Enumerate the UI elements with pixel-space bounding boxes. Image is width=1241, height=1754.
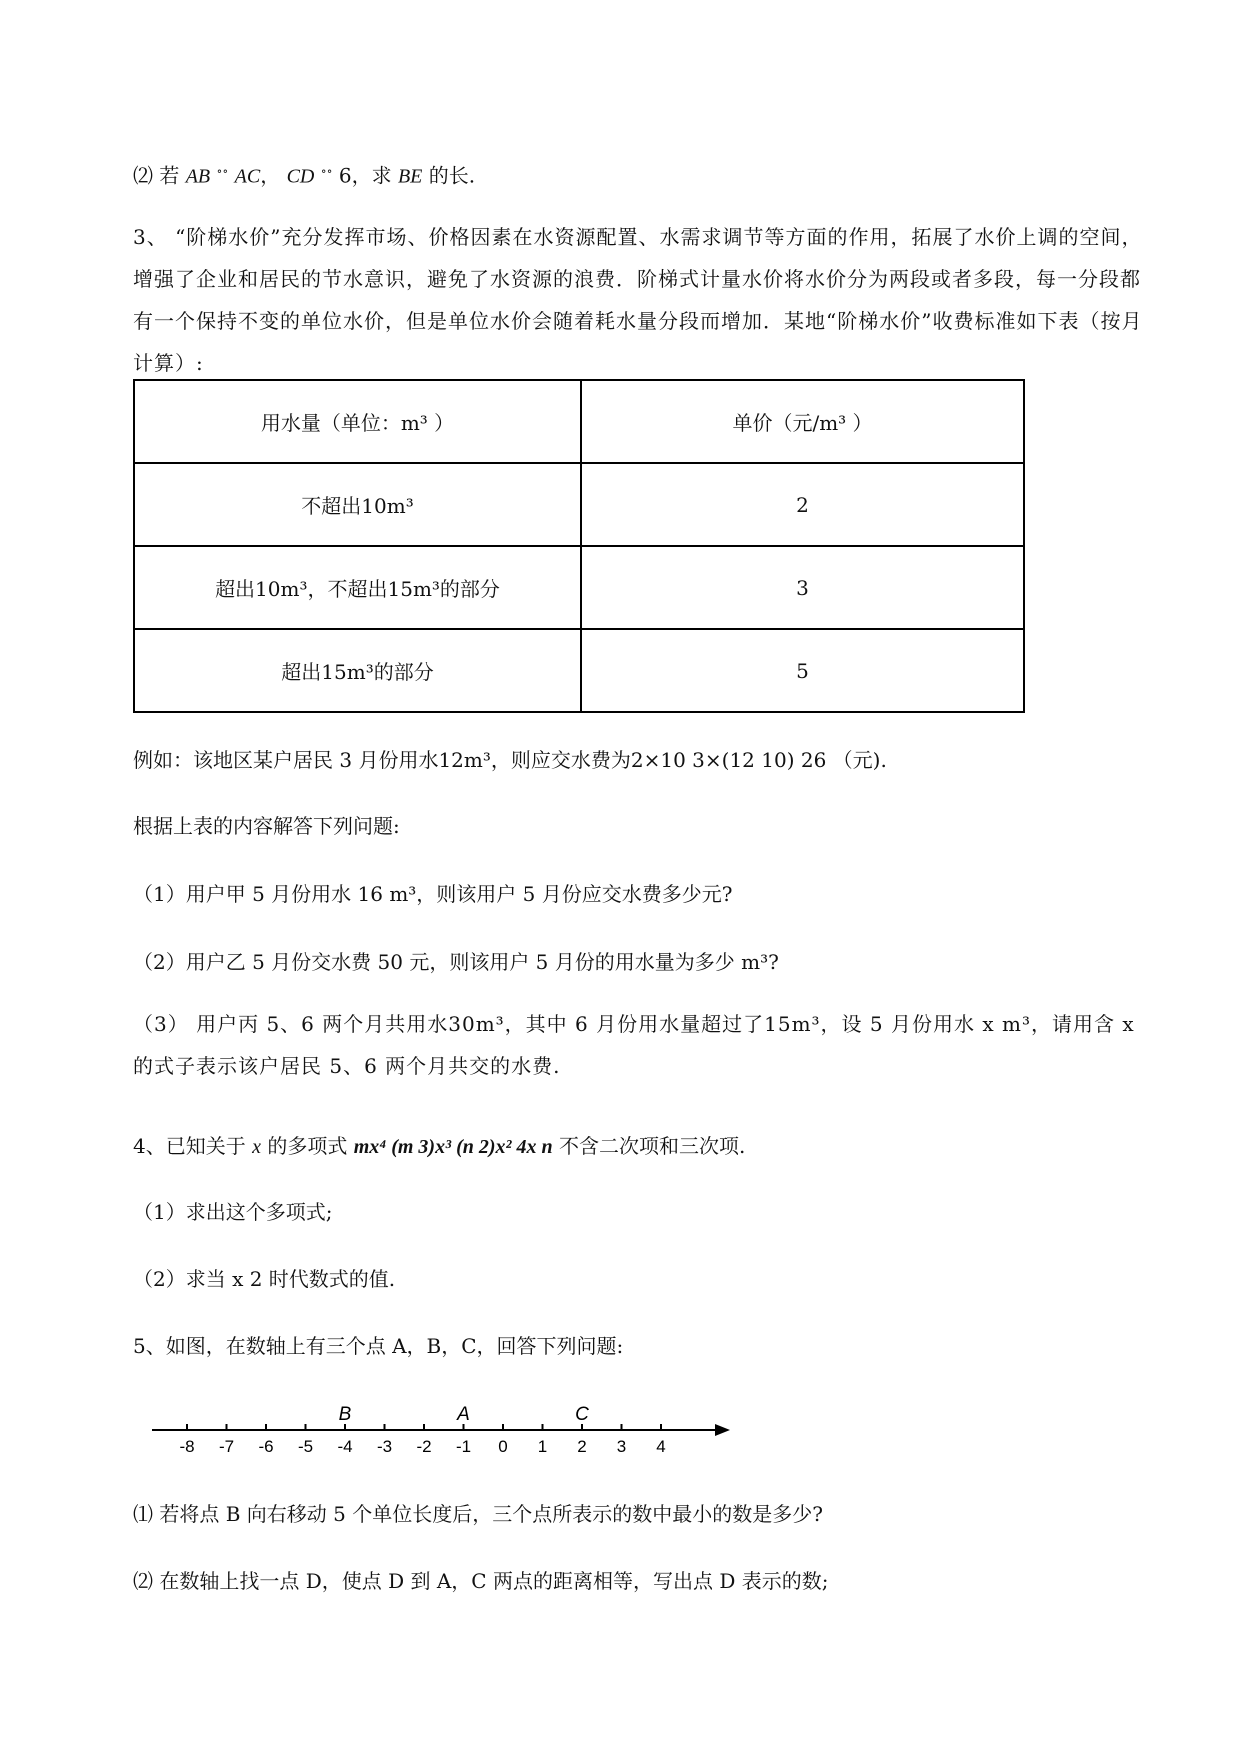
polynomial: mx⁴ (m 3)x³ (n 2)x² 4x n — [353, 1136, 553, 1158]
usage-cell: 超出15m³的部分 — [134, 629, 581, 712]
tick-label: -6 — [258, 1437, 274, 1456]
q4-stem: 4、已知关于 x 的多项式 mx⁴ (m 3)x³ (n 2)x² 4x n 不含二次项和三次项. — [133, 1134, 746, 1158]
tick-label: 2 — [577, 1437, 587, 1456]
q5-sub2: ⑵ 在数轴上找一点 D，使点 D 到 A，C 两点的距离相等，写出点 D 表示的数; — [133, 1569, 829, 1593]
point-label-c: C — [575, 1404, 589, 1425]
table-header-row — [134, 380, 1024, 463]
water-price-table — [133, 379, 1025, 713]
q5-stem: 5、如图，在数轴上有三个点 A，B，C，回答下列问题: — [133, 1334, 624, 1358]
tick-label: -7 — [218, 1437, 235, 1456]
tick-label: -1 — [455, 1437, 472, 1456]
q3-example: 例如：该地区某户居民 3 月份用水12m³，则应交水费为2×10 3×(12 10) 26 （元). — [133, 748, 887, 772]
tick-label: 3 — [616, 1437, 627, 1456]
q3-sub3: （3） 用户丙 5、6 两个月共用水30m³，其中 6 月份用水量超过了15m³，设 5 月份用水 x m³，请用含 x 的式子表示该户居民 5、6 两个月共交的水费. — [133, 1012, 1135, 1078]
price-cell: 3 — [581, 546, 1024, 629]
price-cell: 2 — [581, 463, 1024, 546]
table-row — [134, 546, 1024, 629]
usage-cell: 超出10m³，不超出15m³的部分 — [134, 546, 581, 629]
tick-label: -4 — [337, 1437, 353, 1456]
q4-sub1: （1）求出这个多项式; — [133, 1200, 333, 1224]
point-label-a: A — [457, 1404, 470, 1425]
q3-sub1: （1）用户甲 5 月份用水 16 m³，则该用户 5 月份应交水费多少元? — [133, 882, 733, 906]
q4-sub2: （2）求当 x 2 时代数式的值. — [133, 1267, 396, 1291]
tick-label: 0 — [498, 1437, 508, 1456]
q3-intro: 3、 “阶梯水价”充分发挥市场、价格因素在水资源配置、水需求调节等方面的作用，拓展了水价上调的空间，增强了企业和居民的节水意识，避免了水资源的浪费．阶梯式计量水价将水价分为两段或者多段，每一分段都有一个保持不变的单位水价，但是单位水价会随着耗水量分段而增加．某地“阶梯水价”收费标准如下表（按月计算）: — [133, 225, 1143, 375]
header-price: 单价（元/m³ ） — [581, 380, 1024, 463]
q5-sub1: ⑴ 若将点 B 向右移动 5 个单位长度后，三个点所表示的数中最小的数是多少? — [133, 1502, 823, 1526]
tick-label: -2 — [416, 1437, 432, 1456]
tick-label: 4 — [656, 1437, 666, 1456]
tick-label: 1 — [537, 1437, 548, 1456]
tick-label: -3 — [376, 1437, 393, 1456]
header-usage: 用水量（单位：m³ ） — [134, 380, 581, 463]
tick-label: -5 — [297, 1437, 314, 1456]
q3-sub2: （2）用户乙 5 月份交水费 50 元，则该用户 5 月份的用水量为多少 m³? — [133, 950, 779, 974]
axis-arrow-icon — [715, 1424, 730, 1436]
table-row — [134, 629, 1024, 712]
number-line — [140, 1385, 740, 1460]
price-cell: 5 — [581, 629, 1024, 712]
q2-part2: ⑵ 若 AB ∘∘ AC， CD ∘∘ 6，求 BE 的长. — [133, 163, 476, 188]
tick-label: -8 — [179, 1437, 195, 1456]
table-row — [134, 463, 1024, 546]
usage-cell: 不超出10m³ — [134, 463, 581, 546]
q3-instruction: 根据上表的内容解答下列问题: — [133, 814, 400, 838]
point-label-b: B — [338, 1404, 352, 1425]
